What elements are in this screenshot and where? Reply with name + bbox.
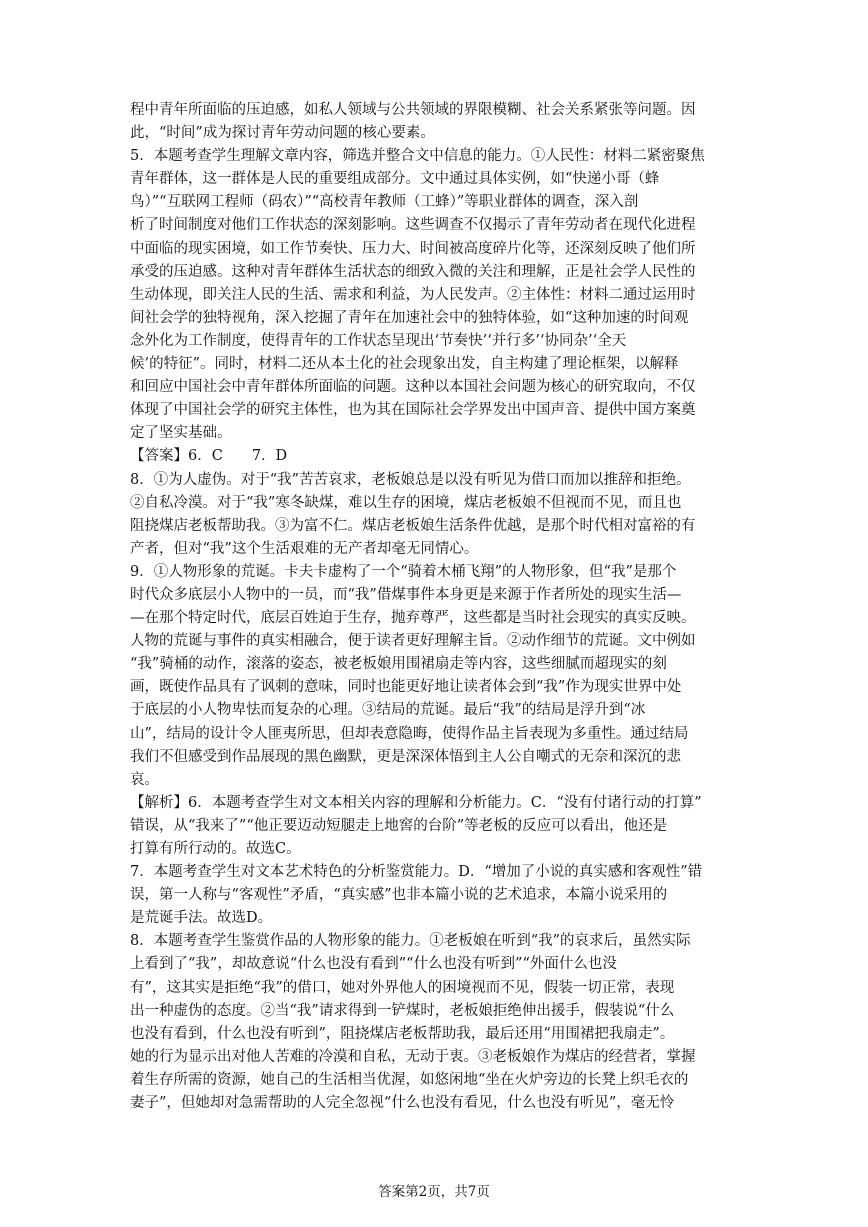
text-line: 我们不但感受到作品展现的黑色幽默，更是深深体悟到主人公自嘲式的无奈和深沉的悲 [130, 748, 681, 765]
text-line: 画，既使作品具有了讽刺的意味，同时也能更好地让读者体会到“我”作为现实世界中处 [130, 679, 682, 696]
answer-text-body [130, 99, 742, 1115]
text-line: 错误，从“我来了”“他正要迈动短腿走上地窖的台阶”等老板的反应可以看出，他还是 [130, 817, 668, 834]
text-line: 7．本题考查学生对文本艺术特色的分析鉴赏能力。D．“增加了小说的真实感和客观性”错 [130, 864, 703, 881]
text-line: 打算有所行动的。故选C。 [130, 841, 301, 857]
text-line: 承受的压迫感。这种对青年群体生活状态的细致入微的关注和理解，正是社会学人民性的 [130, 263, 696, 280]
text-line: 析了时间制度对他们工作状态的深刻影响。这些调查不仅揭示了青年劳动者在现代化进程 [130, 217, 696, 234]
text-line: 候’的特征”。同时，材料二还从本土化的社会现象出发，自主构建了理论框架，以解释 [130, 356, 679, 373]
text-line: —在那个特定时代，底层百姓迫于生存，抛弃尊严，这些都是当时社会现实的真实反映。 [130, 610, 696, 627]
text-line: 人物的荒诞与事件的真实相融合，便于读者更好理解主旨。②动作细节的荒诞。文中例如 [130, 633, 696, 650]
text-line: 时代众多底层小人物中的一员，而“我”借煤事件本身更是来源于作者所处的现实生活— [130, 586, 682, 603]
page-footer: 答案第2页，共7页 [378, 1184, 490, 1200]
text-line: 有”，这其实是拒绝“我”的借口，她对外界他人的困境视而不见，假装一切正常，表现 [130, 979, 675, 996]
text-line: 定了坚实基础。 [130, 425, 232, 442]
text-line: 体现了中国社会学的研究主体性，也为其在国际社会学界发出中国声音、提供中国方案奠 [130, 402, 696, 419]
text-line: 也没有看到，什么也没有听到”，阻挠煤店老板帮助我，最后还用“用围裙把我扇走”。 [130, 1025, 675, 1042]
text-line: 哀。 [130, 771, 159, 788]
text-line: 妻子”，但她却对急需帮助的人完全忽视“什么也没有看见，什么也没有听见”，毫无怜 [130, 1095, 675, 1112]
text-line: 【答案】6．C 7．D [130, 448, 288, 465]
text-line: 间社会学的独特视角，深入挖掘了青年在加速社会中的独特体验，如“这种加速的时间观 [130, 309, 689, 326]
text-line: 产者，但对“我”这个生活艰难的无产者却毫无同情心。 [130, 540, 479, 557]
text-line: 8．①为人虚伪。对于“我”苦苦哀求，老板娘总是以没有听见为借口而加以推辞和拒绝。 [130, 471, 691, 488]
text-line: 【解析】6．本题考查学生对文本相关内容的理解和分析能力。C．“没有付诸行动的打算” [130, 794, 702, 811]
text-line: 8．本题考查学生鉴赏作品的人物形象的能力。①老板娘在听到“我”的哀求后，虽然实际 [130, 933, 691, 950]
text-line: 阻挠煤店老板帮助我。③为富不仁。煤店老板娘生活条件优越，是那个时代相对富裕的有 [130, 517, 696, 534]
text-line: 生动体现，即关注人民的生活、需求和利益，为人民发声。②主体性：材料二通过运用时 [130, 286, 696, 303]
text-line: 于底层的小人物卑怯而复杂的心理。③结局的荒诞。最后“我”的结局是浮升到“冰 [130, 702, 646, 719]
text-line: 青年群体，这一群体是人民的重要组成部分。文中通过具体实例，如“快递小哥（蜂 [130, 171, 660, 188]
text-line: 念外化为工作制度，使得青年的工作状态呈现出‘节奏快’‘并行多’‘协同杂’‘全天 [130, 332, 627, 349]
text-line: 此，“时间”成为探讨青年劳动问题的核心要素。 [130, 125, 435, 142]
text-line: ②自私冷漠。对于“我”寒冬缺煤，难以生存的困境，煤店老板娘不但视而不见，而且也 [130, 494, 682, 511]
text-line: 中面临的现实困境，如工作节奏快、压力大、时间被高度碎片化等，还深刻反映了他们所 [130, 240, 696, 257]
text-line: 误，第一人称与“客观性”矛盾，“真实感”也非本篇小说的艺术追求，本篇小说采用的 [130, 887, 668, 904]
text-line: “我”骑桶的动作，滚落的姿态，被老板娘用围裙扇走等内容，这些细腻而超现实的刻 [130, 656, 667, 673]
text-line: 5．本题考查学生理解文章内容，筛选并整合文中信息的能力。①人民性：材料二紧密聚焦 [130, 148, 705, 165]
text-line: 她的行为显示出对他人苦难的冷漠和自私，无动于衷。③老板娘作为煤店的经营者，掌握 [130, 1048, 696, 1065]
text-line: 鸟）”“互联网工程师（码农）”“高校青年教师（工蜂）”等职业群体的调查，深入剖 [130, 194, 639, 211]
text-line: 着生存所需的资源，她自己的生活相当优渥，如悠闲地“坐在火炉旁边的长凳上织毛衣的 [130, 1071, 689, 1088]
text-line: 上看到了“我”，却故意说“什么也没有看到”“什么也没有听到”“外面什么也没 [130, 956, 617, 973]
text-line: 程中青年所面临的压迫感，如私人领域与公共领域的界限模糊、社会关系紧张等问题。因 [130, 102, 696, 118]
text-line: 山”，结局的设计令人匪夷所思，但却表意隐晦，使得作品主旨表现为多重性。通过结局 [130, 725, 689, 742]
text-line: 出一种虚伪的态度。②当“我”请求得到一铲煤时，老板娘拒绝伸出援手，假装说“什么 [130, 1002, 675, 1019]
text-line: 9．①人物形象的荒诞。卡夫卡虚构了一个“骑着木桶飞翔”的人物形象，但“我”是那个 [130, 563, 677, 580]
text-line: 和回应中国社会中青年群体所面临的问题。这种以本国社会问题为核心的研究取向，不仅 [130, 379, 696, 396]
text-line: 是荒诞手法。故选D。 [130, 910, 273, 927]
